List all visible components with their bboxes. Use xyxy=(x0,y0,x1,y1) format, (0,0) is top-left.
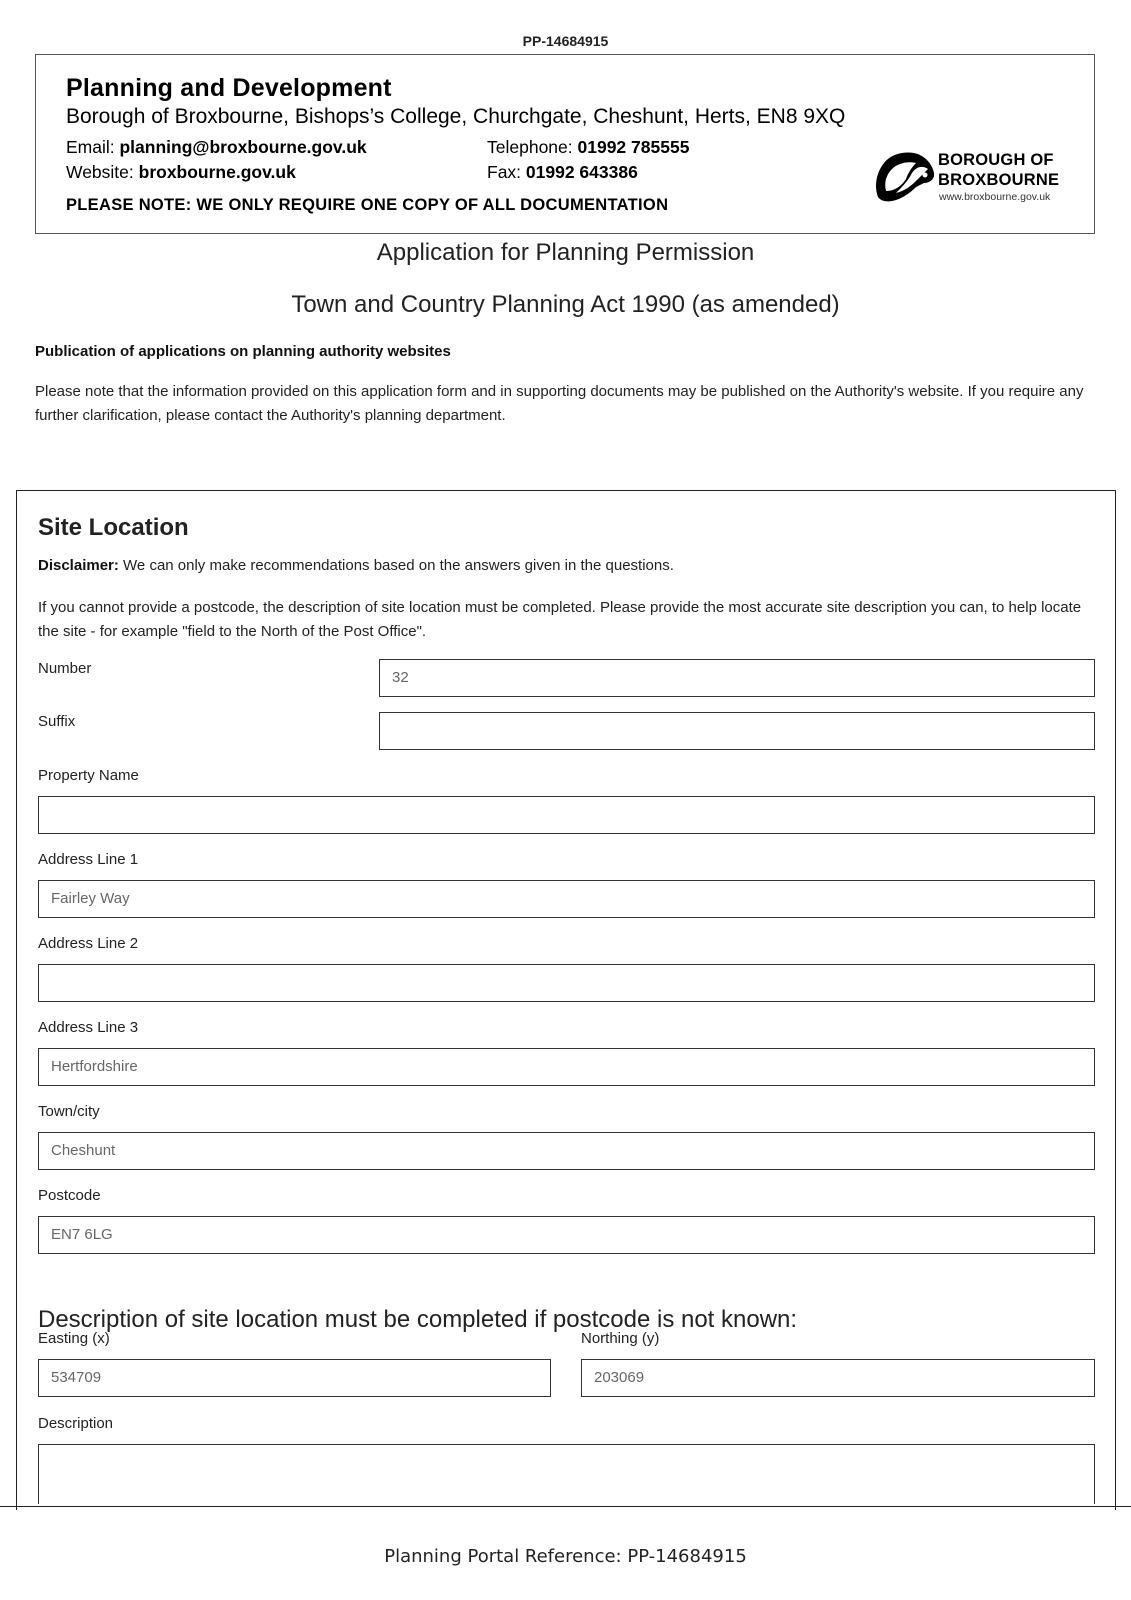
property-name-field[interactable] xyxy=(38,796,1095,834)
publication-heading: Publication of applications on planning authority websites xyxy=(35,343,451,360)
suffix-field[interactable] xyxy=(379,712,1095,750)
email-value: planning@broxbourne.gov.uk xyxy=(119,137,367,157)
telephone-label: Telephone: xyxy=(487,137,578,157)
header-box xyxy=(35,54,1095,234)
header-fax xyxy=(487,162,638,183)
disclaimer xyxy=(38,557,674,574)
property-name-label: Property Name xyxy=(38,767,139,784)
suffix-label: Suffix xyxy=(38,713,76,730)
description-heading: Description of site location must be completed if postcode is not known: xyxy=(38,1306,798,1333)
website-label: Website: xyxy=(66,162,139,182)
top-reference: PP-14684915 xyxy=(522,33,609,49)
description-field[interactable] xyxy=(38,1444,1095,1504)
address-line-2-field[interactable] xyxy=(38,964,1095,1002)
telephone-value: 01992 785555 xyxy=(577,137,690,157)
section-title: Site Location xyxy=(38,514,189,541)
number-label: Number xyxy=(38,660,92,677)
application-title: Application for Planning Permission xyxy=(376,239,755,266)
logo-line-1: BOROUGH OF xyxy=(938,151,1054,169)
publication-text: Please note that the information provided on this application form and in supporting documents may be published on the Authority's website. If you require any further clarification, please contact the Authority's planning department. xyxy=(35,383,1084,424)
badger-icon xyxy=(872,147,936,203)
header-telephone xyxy=(487,137,689,158)
description-label: Description xyxy=(38,1415,114,1432)
disclaimer-label: Disclaimer: xyxy=(38,557,119,574)
northing-label: Northing (y) xyxy=(581,1330,660,1347)
footer-divider xyxy=(0,1506,1131,1507)
site-info-text: If you cannot provide a postcode, the description of site location must be completed. Please provide the most accurate site description you can, to help locate the site - for example "field to the North of the Post Office". xyxy=(38,599,1082,640)
easting-field[interactable]: 534709 xyxy=(38,1359,551,1397)
fax-value: 01992 643386 xyxy=(525,162,638,182)
website-value: broxbourne.gov.uk xyxy=(138,162,296,182)
postcode-field[interactable]: EN7 6LG xyxy=(38,1216,1095,1254)
town-city-label: Town/city xyxy=(38,1103,100,1120)
address-line-2-label: Address Line 2 xyxy=(38,935,139,952)
application-subtitle: Town and Country Planning Act 1990 (as amended) xyxy=(291,291,840,318)
header-address: Borough of Broxbourne, Bishops’s College, Churchgate, Cheshunt, Herts, EN8 9XQ xyxy=(66,105,846,128)
number-field[interactable]: 32 xyxy=(379,659,1095,697)
address-line-3-field[interactable]: Hertfordshire xyxy=(38,1048,1095,1086)
footer-reference: Planning Portal Reference: PP-14684915 xyxy=(384,1546,747,1567)
address-line-1-field[interactable]: Fairley Way xyxy=(38,880,1095,918)
header-email xyxy=(66,137,367,158)
disclaimer-text: We can only make recommendations based on the answers given in the questions. xyxy=(118,557,674,574)
header-website xyxy=(66,162,296,183)
town-city-field[interactable]: Cheshunt xyxy=(38,1132,1095,1170)
postcode-label: Postcode xyxy=(38,1187,101,1204)
email-label: Email: xyxy=(66,137,120,157)
fax-label: Fax: xyxy=(487,162,526,182)
council-logo xyxy=(872,147,1072,205)
logo-line-2: BROXBOURNE xyxy=(938,171,1060,189)
easting-label: Easting (x) xyxy=(38,1330,110,1347)
address-line-3-label: Address Line 3 xyxy=(38,1019,139,1036)
logo-url: www.broxbourne.gov.uk xyxy=(939,191,1051,203)
address-line-1-label: Address Line 1 xyxy=(38,851,139,868)
header-note: PLEASE NOTE: WE ONLY REQUIRE ONE COPY OF ALL DOCUMENTATION xyxy=(66,196,669,214)
site-location-section xyxy=(16,490,1116,1510)
northing-field[interactable]: 203069 xyxy=(581,1359,1095,1397)
header-title: Planning and Development xyxy=(66,74,392,102)
